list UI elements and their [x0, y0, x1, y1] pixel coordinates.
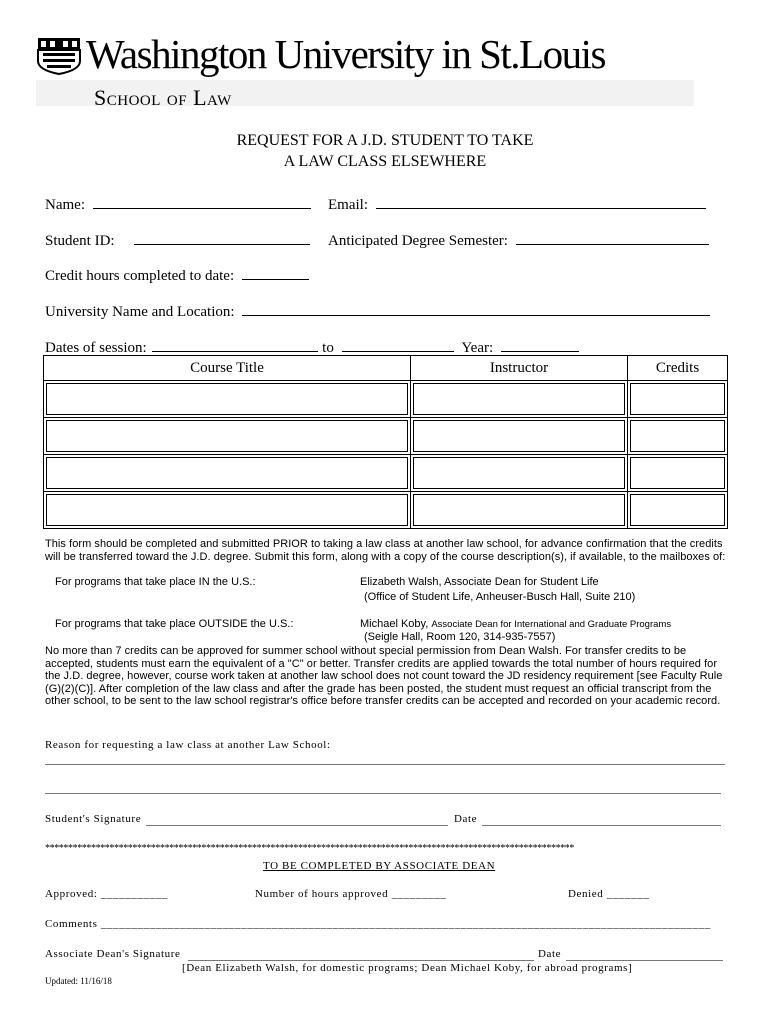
credit-hours-label: Credit hours completed to date: — [45, 268, 235, 284]
transfer-rules: No more than 7 credits can be approved for summer school without special permission from Dean Walsh. For transfer credits to be accepted, students must earn the equivalent of a "C" or better. Transfer credits are applied towards the total number of hours required for the J.D. degree, however, course work taken at another law school does not count toward the JD residency requirement [see Faculty Rule (G)(2)(C)]. After completion of the law class and after the grade has been posted, the student must request an official transcript from the other school, to be sent to the law school registrar's office before transfer credits can be accepted and recorded on your academic record. — [45, 645, 723, 707]
credit-hours-line[interactable] — [242, 265, 309, 280]
dates-from-line[interactable] — [152, 337, 318, 352]
name-field[interactable] — [45, 194, 311, 214]
intl-office: (Seigle Hall, Room 120, 314-935-7557) — [364, 631, 556, 643]
credits-cell[interactable] — [628, 455, 728, 492]
student-date-label: Date — [454, 813, 478, 825]
form-title-line2: A LAW CLASS ELSEWHERE — [283, 153, 487, 170]
instructor-cell[interactable] — [411, 492, 628, 529]
course-table — [43, 355, 728, 529]
degree-semester-label: Anticipated Degree Semester: — [328, 233, 508, 249]
table-header-row — [44, 356, 728, 381]
us-office: (Office of Student Life, Anheuser-Busch Hall, Suite 210) — [364, 591, 636, 603]
form-title-line1: REQUEST FOR A J.D. STUDENT TO TAKE — [236, 132, 534, 149]
approved-field[interactable]: Approved: ___________ — [45, 888, 168, 900]
reason-label: Reason for requesting a law class at another Law School: — [45, 739, 331, 751]
year-line[interactable] — [501, 337, 579, 352]
university-line[interactable] — [242, 301, 710, 316]
year-label: Year: — [461, 340, 494, 356]
comments-field[interactable]: Comments ____________________________________________________________________________________________________ — [45, 918, 711, 930]
degree-semester-field[interactable] — [328, 230, 709, 250]
dean-date-line[interactable] — [566, 960, 723, 961]
table-row — [44, 492, 728, 529]
course-title-cell[interactable] — [44, 418, 411, 455]
university-label: University Name and Location: — [45, 304, 235, 320]
instructor-cell[interactable] — [411, 455, 628, 492]
student-id-label: Student ID: — [45, 233, 115, 249]
dean-section-heading: TO BE COMPLETED BY ASSOCIATE DEAN — [263, 860, 496, 872]
dean-note: [Dean Elizabeth Walsh, for domestic programs; Dean Michael Koby, for abroad programs] — [182, 962, 633, 974]
intl-programs-label: For programs that take place OUTSIDE the U.S.: — [55, 618, 294, 630]
table-row — [44, 455, 728, 492]
hours-approved-field[interactable]: Number of hours approved _________ — [255, 888, 447, 900]
intl-contact — [360, 618, 671, 630]
us-contact: Elizabeth Walsh, Associate Dean for Student Life — [360, 576, 599, 588]
dates-label: Dates of session: — [45, 340, 147, 356]
intl-contact-title: Associate Dean for International and Graduate Programs — [431, 619, 672, 630]
student-date-line[interactable] — [482, 825, 721, 826]
table-row — [44, 418, 728, 455]
student-id-line[interactable] — [134, 230, 310, 245]
credits-cell[interactable] — [628, 381, 728, 418]
credit-hours-field[interactable] — [45, 265, 309, 285]
dates-to-line[interactable] — [342, 337, 454, 352]
credits-cell[interactable] — [628, 418, 728, 455]
column-header: Credits — [628, 356, 728, 381]
denied-field[interactable]: Denied _______ — [568, 888, 650, 900]
university-name: Washington University in St.Louis — [86, 31, 605, 77]
dean-signature-label: Associate Dean's Signature — [45, 948, 181, 960]
column-header: Instructor — [411, 356, 628, 381]
reason-line-2[interactable] — [45, 793, 721, 794]
instructor-cell[interactable] — [411, 381, 628, 418]
email-line[interactable] — [376, 194, 706, 209]
student-id-field[interactable] — [45, 230, 310, 250]
name-label: Name: — [45, 197, 85, 213]
dean-signature-line[interactable] — [188, 960, 534, 961]
email-label: Email: — [328, 197, 368, 213]
name-line[interactable] — [93, 194, 311, 209]
dates-field[interactable] — [45, 337, 579, 357]
dean-date-label: Date — [538, 948, 562, 960]
student-signature-label: Student's Signature — [45, 813, 142, 825]
us-programs-label: For programs that take place IN the U.S.: — [55, 576, 256, 588]
student-signature-line[interactable] — [146, 825, 448, 826]
course-title-cell[interactable] — [44, 381, 411, 418]
instructions-intro: This form should be completed and submitted PRIOR to taking a law class at another law school, for advance confirmation that the credits will be transferred toward the J.D. degree. Submit this form, along with a copy of the course description(s), if available, to the mailboxes of: — [45, 538, 726, 563]
university-field[interactable] — [45, 301, 710, 321]
course-title-cell[interactable] — [44, 492, 411, 529]
dates-to-label: to — [322, 340, 334, 356]
degree-semester-line[interactable] — [516, 230, 709, 245]
updated-date: Updated: 11/16/18 — [45, 976, 112, 986]
credits-cell[interactable] — [628, 492, 728, 529]
school-name: School of Law — [94, 85, 232, 110]
intl-contact-name: Michael Koby, — [360, 618, 432, 630]
email-field[interactable] — [328, 194, 706, 214]
reason-line-1[interactable] — [45, 764, 725, 765]
column-header: Course Title — [44, 356, 411, 381]
course-title-cell[interactable] — [44, 455, 411, 492]
table-row — [44, 381, 728, 418]
asterisk-divider: ******************************************************************************************************************* — [45, 843, 575, 854]
university-shield-logo — [37, 37, 81, 75]
instructor-cell[interactable] — [411, 418, 628, 455]
